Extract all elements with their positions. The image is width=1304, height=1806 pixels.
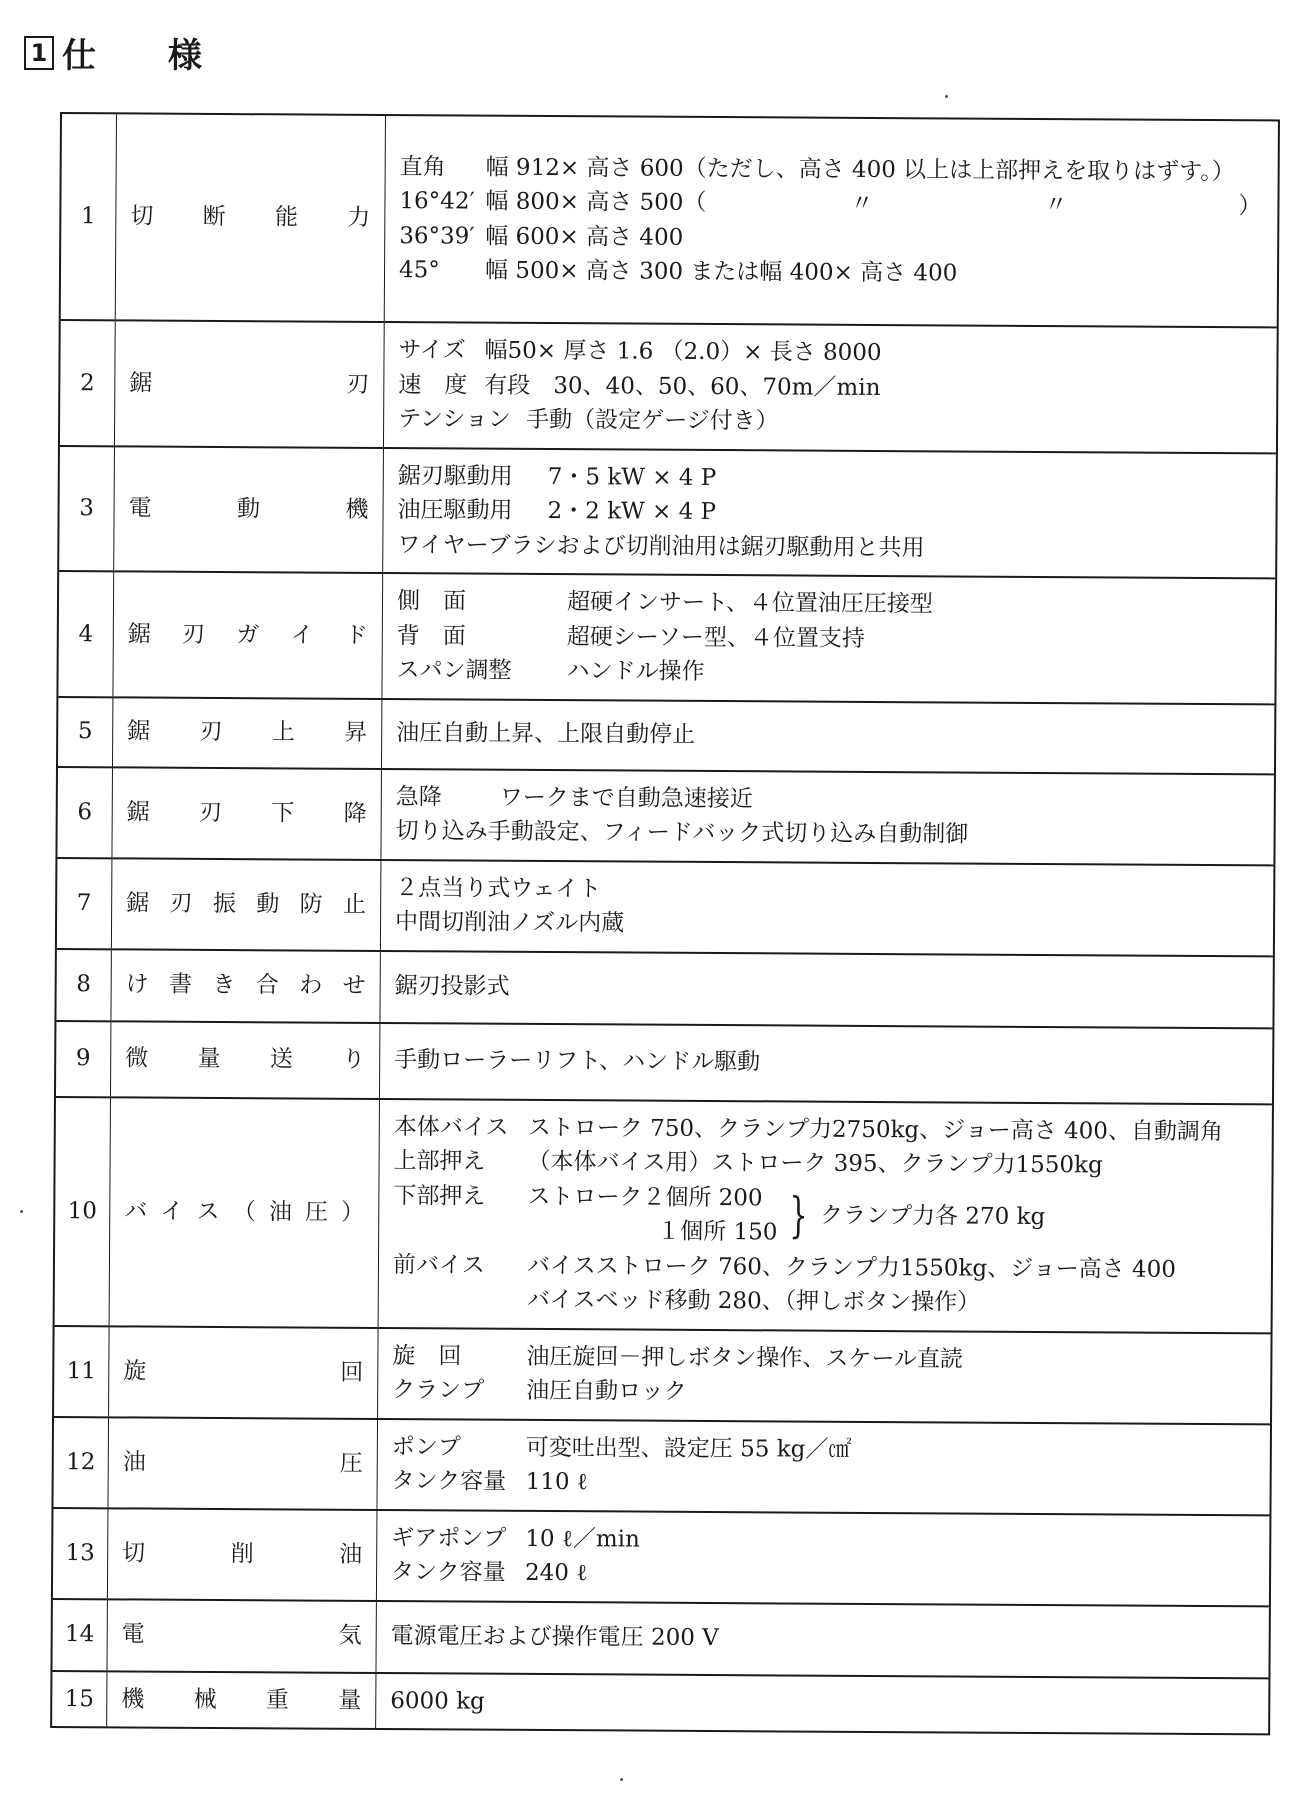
item-name [109,1097,379,1328]
item-char: イ [160,1198,184,1225]
spec-line [397,528,1259,568]
item-char: 送 [269,1046,293,1073]
section-number-box [24,36,54,70]
scan-speck [620,1778,623,1781]
spec-line [398,333,1260,373]
row-number: 4 [58,571,113,697]
item-char: 鋸 [127,620,151,648]
item-name [115,114,385,322]
spec-label: 背 面 [396,622,466,649]
spec-line [397,619,1259,659]
spec-line [396,780,1258,820]
item-char: 刃 [346,371,370,398]
spec-value: ワークまで自動急速接近 [499,784,753,812]
item-char: 械 [193,1686,217,1713]
spec-label: 急降 [395,783,442,810]
item-char: 降 [343,800,367,827]
spec-value: 幅 500× 高さ 300 または幅 400× 高さ 400 [484,257,958,287]
spec-line [396,653,1258,693]
item-char: 油 [122,1449,146,1476]
item-name [107,1508,377,1601]
item-description [378,1098,1272,1332]
table-row [59,446,1276,579]
item-name [111,858,381,951]
spec-line [392,1430,1254,1470]
table-row [54,1325,1271,1423]
item-char: （ [232,1198,256,1225]
spec-value: 中間切削油ノズル内蔵 [394,909,625,937]
item-char: き [212,972,236,999]
row-number: 12 [53,1416,108,1507]
item-name [107,1599,376,1673]
spec-label: 上部押え [393,1148,486,1175]
item-char: 刃 [198,799,223,826]
spec-value: 油圧旋回－押しボタン操作、スケール直読 [526,1343,964,1373]
spec-label-spacer [393,1306,527,1307]
item-char: 微 [125,1045,149,1072]
item-name [113,571,383,698]
spec-line [394,1043,1256,1083]
item-description [380,950,1273,1027]
item-char: ） [341,1199,365,1226]
item-char: 回 [340,1359,364,1386]
spec-line [398,368,1260,408]
item-char: 圧 [339,1450,363,1477]
lower-clamp-values [527,1179,778,1250]
spec-line [392,1339,1254,1379]
table-row [52,1670,1268,1733]
spec-label: 鋸刃駆動用 [397,462,513,490]
spec-line [391,1619,1253,1659]
spec-label: 旋 回 [392,1342,462,1369]
item-name [110,1021,379,1099]
spec-label: テンション [398,406,512,433]
spec-value: 幅 912× 高さ 600（ただし、高さ 400 以上は上部押えを取りはずす。） [485,154,1235,185]
spec-line [397,493,1259,533]
item-char: 動 [236,496,261,523]
item-char: 電 [128,495,152,522]
ditto-group [706,186,1261,224]
spec-line [393,1179,1255,1253]
spec-label: 本体バイス [393,1113,509,1141]
spec-value: 手動（設定ゲージ付き） [526,406,779,435]
spec-value: １個所 150 [657,1218,778,1246]
row-number: 1 [61,114,117,320]
spec-label: タンク容量 [391,1468,507,1495]
row-number: 11 [54,1325,109,1416]
table-row [52,1598,1268,1677]
spec-label: スパン調整 [396,657,512,684]
spec-value: クランプ力各 270 kg [819,1202,1046,1230]
spec-line [399,184,1261,224]
spec-value: 幅 800× 高さ 500（ [485,188,707,216]
item-char: 切 [122,1540,146,1567]
spec-line [395,969,1257,1009]
spec-value: 幅50× 厚さ 1.6 （2.0）× 長さ 8000 [484,337,882,367]
spec-label: クランプ [392,1377,485,1404]
item-char: 合 [255,972,279,999]
item-char: 昇 [344,719,368,747]
table-row [58,697,1274,774]
row-number: 13 [53,1507,108,1598]
spec-label: 側 面 [396,588,467,615]
spec-value: バイスストローク 760、クランプ力1550kg、ジョー高さ 400 [526,1252,1176,1283]
item-char: 動 [256,890,280,918]
item-name [107,1671,376,1728]
spec-table-body [52,114,1278,1733]
item-char: バ [124,1198,148,1225]
spec-line [395,871,1257,911]
spec-line [398,402,1260,442]
spec-value: ハンドル操作 [566,658,705,685]
item-char: 油 [268,1199,292,1226]
closing-paren: ） [1238,193,1262,220]
spec-label: 16°42′ [399,188,475,215]
item-char: 量 [197,1046,221,1073]
spec-value: 超硬インサート、４位置油圧圧接型 [566,589,934,618]
spec-value: 可変吐出型、設定圧 55 kg／㎠ [525,1434,852,1463]
spec-value: バイスベッド移動 280、（押しボタン操作） [526,1286,981,1316]
item-char: 振 [212,890,237,917]
item-char: 量 [338,1687,362,1714]
spec-line [392,1373,1254,1413]
item-char: 下 [271,800,295,827]
section-title: 仕 様 [62,36,232,76]
item-char: ド [344,622,368,649]
spec-value: 幅 600× 高さ 400 [485,223,684,251]
spec-label: 直角 [399,153,446,180]
item-char: 電 [121,1621,145,1648]
spec-value: 2・2 kW × 4 P [547,497,717,526]
item-char: 力 [347,205,371,232]
item-char: 鋸 [126,890,150,917]
item-name [111,949,380,1023]
spec-line [393,1248,1255,1288]
spec-label: 油圧駆動用 [397,497,513,524]
item-char: 旋 [123,1358,147,1385]
item-char: 上 [271,719,295,746]
item-char: ス [196,1198,220,1225]
spec-label: 速 度 [398,371,468,398]
spec-label: タンク容量 [391,1559,506,1586]
spec-label: 36°39′ [399,222,475,250]
spec-table-frame [50,112,1280,1735]
table-row [58,571,1275,704]
item-description [384,116,1278,327]
spec-label: 前バイス [392,1251,485,1279]
item-char: 気 [338,1622,362,1650]
item-char: 刃 [199,719,223,746]
row-number: 7 [57,857,112,948]
item-char: 鋸 [129,369,153,397]
spec-value: 10 ℓ／min [525,1525,640,1553]
item-char: 断 [202,204,226,231]
item-char: 刃 [169,890,193,917]
item-name [108,1417,378,1510]
item-description [380,859,1273,955]
table-row [55,1096,1272,1332]
item-description [376,1600,1269,1677]
spec-line [399,219,1261,259]
item-char: わ [299,972,323,999]
spec-value: 鋸刃投影式 [394,973,510,1001]
item-description [376,1672,1269,1733]
item-description [382,573,1275,704]
spec-value: 7・5 kW × 4 P [547,463,717,491]
spec-label: ポンプ [391,1433,461,1460]
table-row [56,1020,1272,1103]
table-row [56,948,1272,1027]
section-heading [24,28,232,77]
item-description [377,1418,1270,1514]
item-char: 削 [230,1540,254,1567]
spec-label: サイズ [398,337,466,364]
item-description [383,447,1276,578]
spec-value: ストローク 750、クランプ力2750kg、ジョー高さ 400、自動調角 [527,1114,1224,1145]
item-name [113,697,382,769]
item-char: 能 [274,204,299,231]
spec-value: （本体バイス用）ストローク 395、クランプ力1550kg [527,1148,1103,1179]
brace-mark: } [789,1187,809,1244]
table-row [57,857,1274,955]
spec-value: ストローク２個所 200 [527,1183,763,1211]
item-char: 重 [265,1686,290,1713]
item-char: 油 [339,1541,363,1568]
item-char: け [125,971,149,998]
row-number: 10 [55,1096,111,1325]
table-row [53,1507,1270,1605]
item-char: 切 [130,203,154,230]
spec-label: 下部押え [393,1182,486,1210]
spec-value: 6000 kg [390,1687,485,1715]
ditto-mark: 〃 [850,190,874,217]
spec-line [394,1110,1256,1150]
spec-line [393,1282,1255,1322]
item-char: 刃 [181,621,206,648]
item-char: 書 [168,971,193,999]
spec-line [397,584,1259,624]
row-number: 8 [56,948,111,1020]
spec-value: 手動ローラーリフト、ハンドル駆動 [394,1047,761,1076]
spec-value: ワイヤーブラシおよび切削油用は鋸刃駆動用と共用 [397,531,925,561]
spec-line [390,1684,1252,1724]
table-row [57,767,1274,865]
item-name [109,1326,379,1419]
table-row [60,320,1277,453]
scan-speck [20,1210,23,1213]
spec-line [399,253,1261,293]
item-name [114,446,384,573]
item-char: 止 [343,891,367,918]
item-char: 機 [121,1685,145,1713]
row-number: 14 [52,1598,107,1670]
item-char: 機 [345,496,369,523]
row-number: 6 [57,767,112,858]
row-number: 15 [52,1670,107,1726]
item-name [112,767,382,860]
spec-value: 110 ℓ [525,1468,588,1496]
spec-line [398,459,1260,499]
spec-value: 電源電圧および操作電圧 200 V [390,1623,719,1652]
spec-label: ギアポンプ [391,1524,507,1552]
spec-value: 油圧自動ロック [526,1377,687,1405]
item-name [114,320,384,447]
item-description [381,768,1274,864]
item-description [378,1327,1271,1423]
spec-line [396,814,1258,854]
spec-value: 切り込み手動設定、フィードバック式切り込み自動制御 [395,818,969,848]
row-number: 5 [58,697,113,767]
item-char: ガ [236,621,260,648]
spec-line [391,1521,1253,1561]
spec-table [52,114,1278,1733]
spec-line [393,1144,1255,1184]
item-description [376,1509,1269,1605]
row-number: 3 [59,446,114,572]
item-char: 防 [299,891,323,918]
spec-line [391,1555,1253,1595]
item-description [379,1022,1272,1103]
item-description [381,698,1274,773]
spec-line [392,1464,1254,1504]
spec-line [396,716,1258,756]
item-char: 圧 [304,1199,329,1226]
ditto-mark: 〃 [1044,192,1068,219]
table-row [53,1416,1270,1514]
row-number: 2 [60,320,115,446]
spec-value: 超硬シーソー型、４位置支持 [566,623,865,652]
scan-speck [945,95,948,98]
section-number: 1 [30,38,48,67]
spec-value: ２点当り式ウェイト [395,874,602,902]
spec-label: 45° [398,257,440,284]
item-char: 鋸 [127,718,151,745]
table-row [61,114,1278,327]
spec-value: 有段 30、40、50、60、70m／min [484,372,881,401]
item-char: り [342,1046,366,1074]
item-char: 鋸 [126,799,150,826]
spec-line [395,905,1257,945]
spec-value: 240 ℓ [525,1559,588,1587]
item-char: イ [290,621,314,649]
spec-line [400,150,1262,190]
item-description [383,322,1276,453]
spec-value: 油圧自動上昇、上限自動停止 [396,720,696,749]
row-number: 9 [56,1020,111,1096]
item-char: せ [342,972,366,1000]
